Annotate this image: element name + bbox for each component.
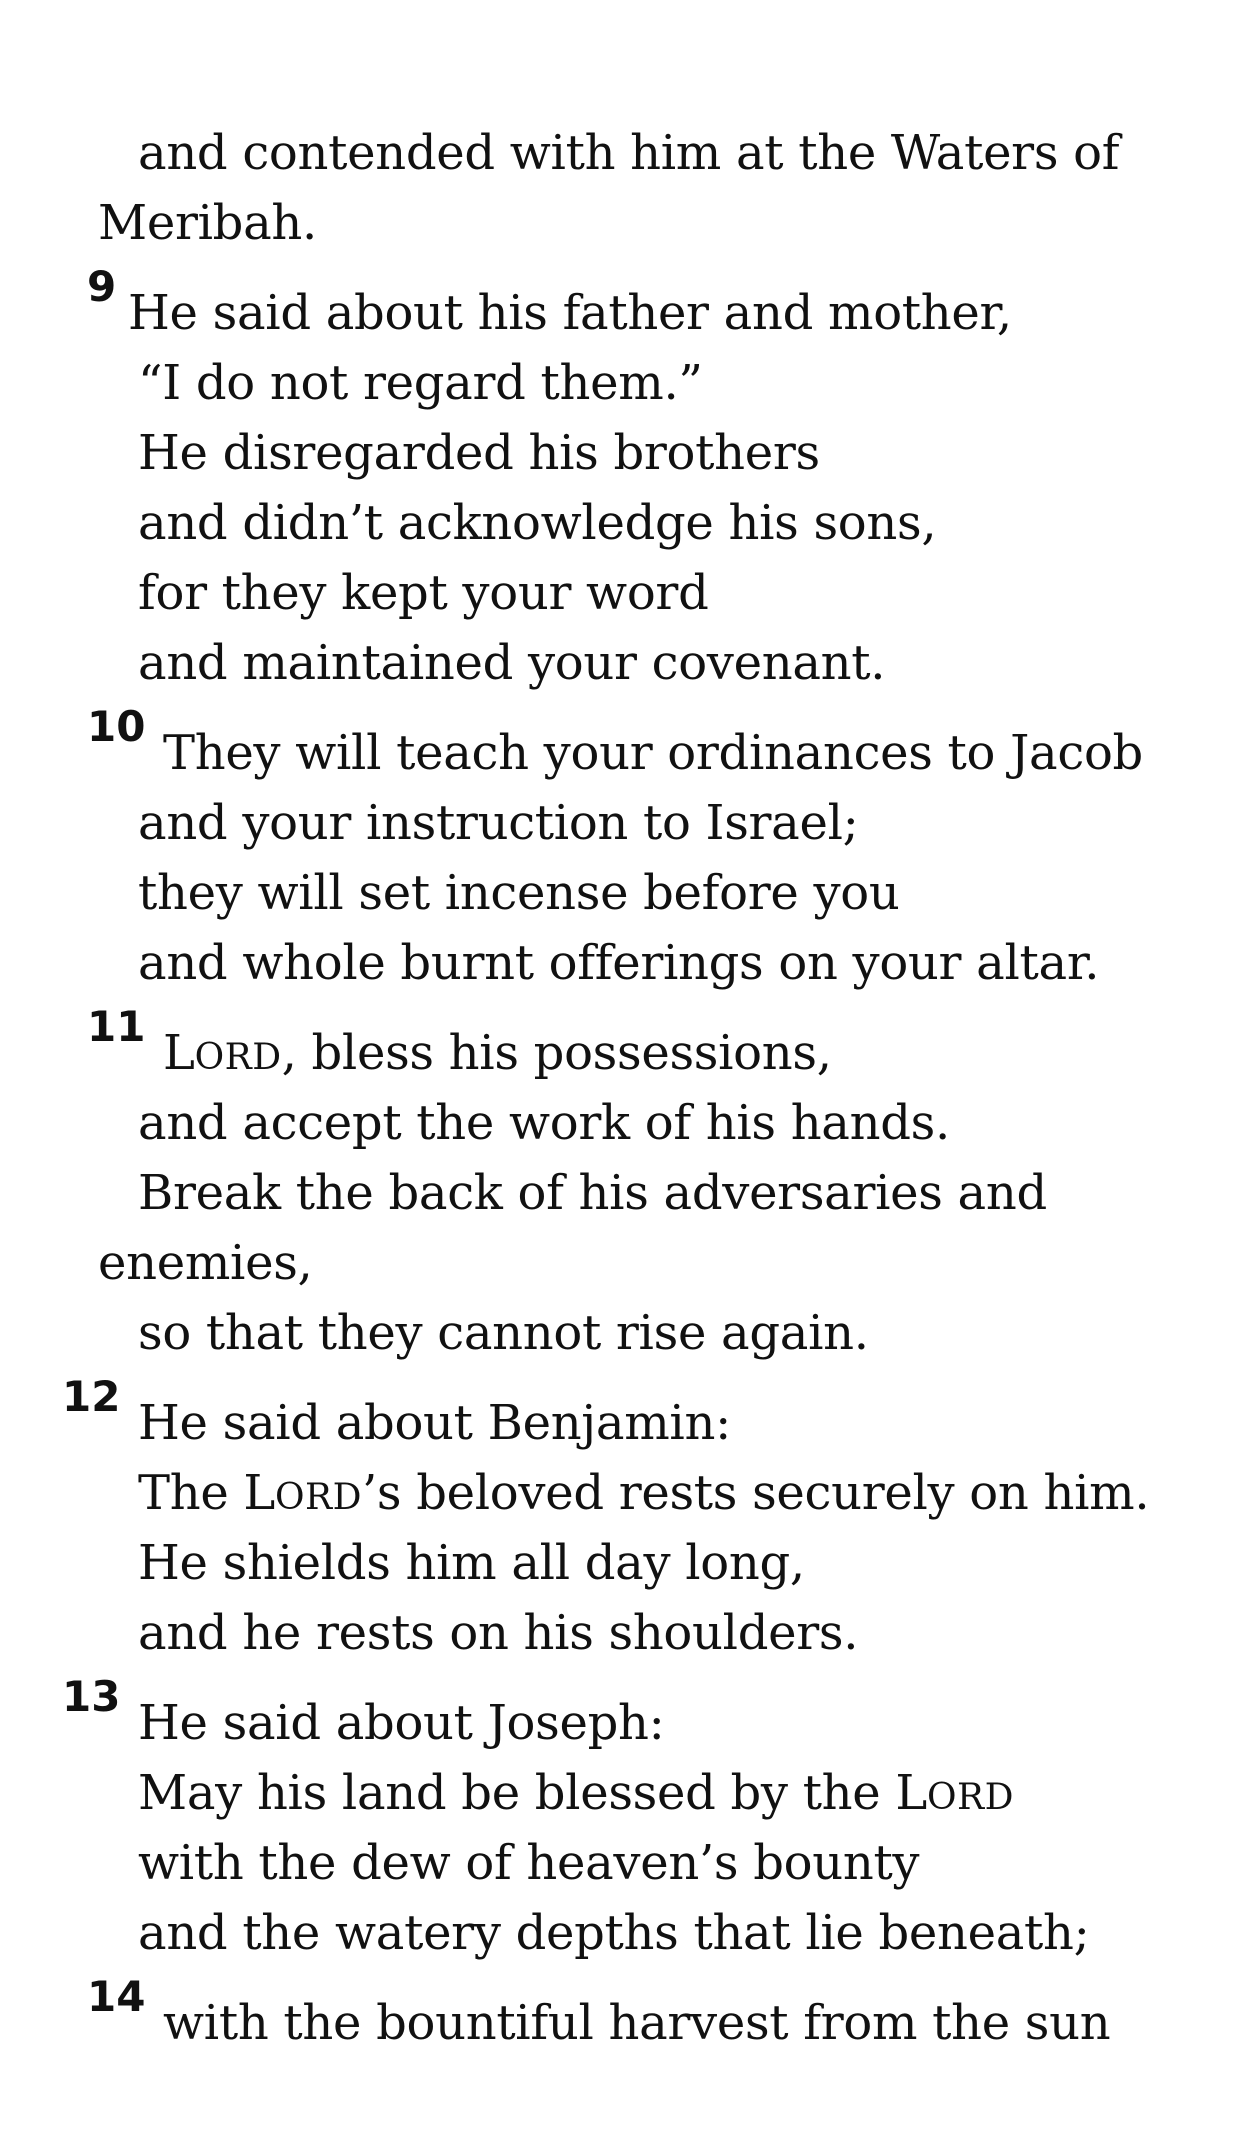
verse-number: 9 [87, 262, 117, 311]
verse-line: LORD, bless his possessions, [163, 1025, 832, 1081]
verse-line: and he rests on his shoulders. [138, 1605, 859, 1661]
verse-line: with the bountiful harvest from the sun [163, 1995, 1111, 2051]
verse-line: May his land be blessed by the LORD [138, 1765, 1014, 1821]
verse-line: and your instruction to Israel; [138, 795, 859, 851]
verse-line: He shields him all day long, [138, 1535, 805, 1591]
lord-divine-name: LORD [163, 1025, 282, 1081]
verse-line: “I do not regard them.” [138, 355, 703, 411]
verse-line: The LORD’s beloved rests securely on him. [138, 1465, 1150, 1521]
verse-line: so that they cannot rise again. [138, 1305, 869, 1361]
verse-line: He said about his father and mother, [128, 285, 1012, 341]
verse-number: 11 [87, 1002, 146, 1051]
verse-number: 12 [62, 1372, 121, 1421]
verse-line: and maintained your covenant. [138, 635, 886, 691]
verse-number: 13 [62, 1672, 121, 1721]
verse-line: with the dew of heaven’s bounty [138, 1835, 920, 1891]
verse-line: They will teach your ordinances to Jacob [163, 725, 1143, 781]
verse-line: Meribah. [98, 195, 317, 251]
verse-line: and whole burnt offerings on your altar. [138, 935, 1100, 991]
verse-line: He said about Benjamin: [138, 1395, 731, 1451]
verse-line: they will set incense before you [138, 865, 900, 921]
verse-line: and the watery depths that lie beneath; [138, 1905, 1090, 1961]
verse-line: Break the back of his adversaries and [138, 1165, 1047, 1221]
verse-line: and contended with him at the Waters of [138, 125, 1120, 181]
lord-divine-name: LORD [243, 1465, 362, 1521]
verse-line: and didn’t acknowledge his sons, [138, 495, 937, 551]
verse-line: for they kept your word [138, 565, 709, 621]
verse-line: He said about Joseph: [138, 1695, 665, 1751]
verse-number: 10 [87, 702, 146, 751]
verse-number: 14 [87, 1972, 146, 2021]
verse-line: and accept the work of his hands. [138, 1095, 950, 1151]
lord-divine-name: LORD [895, 1765, 1014, 1821]
verse-line: He disregarded his brothers [138, 425, 820, 481]
verse-line: enemies, [98, 1235, 313, 1291]
